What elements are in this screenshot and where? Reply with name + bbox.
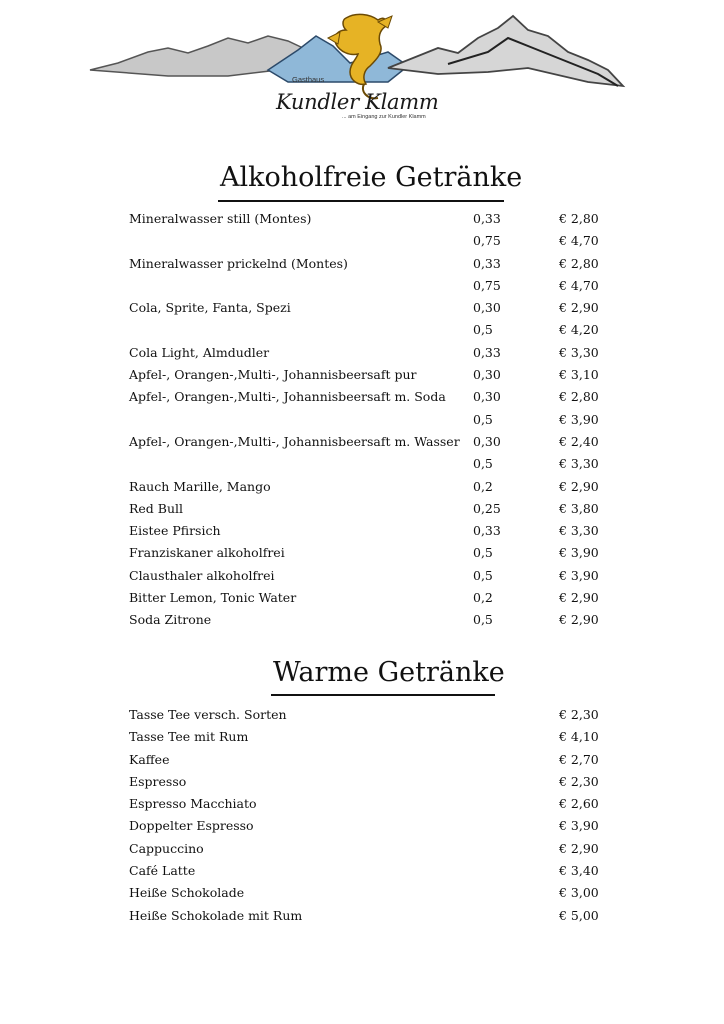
item-price: € 2,80	[559, 255, 599, 271]
item-price: € 2,90	[559, 590, 599, 606]
item-size: 0,33	[473, 255, 501, 271]
menu-row	[129, 749, 609, 771]
menu-row	[129, 860, 609, 882]
item-price: € 3,90	[559, 567, 599, 583]
item-price: € 2,90	[559, 612, 599, 628]
menu-row	[129, 771, 609, 793]
item-name: Apfel-, Orangen-,Multi-, Johannisbeersaft pur	[129, 367, 417, 383]
menu-row	[129, 409, 609, 431]
item-size: 0,75	[473, 277, 501, 293]
item-price: € 3,30	[559, 344, 599, 360]
menu-row	[129, 905, 609, 927]
item-size: 0,5	[473, 612, 493, 628]
item-price: € 2,90	[559, 300, 599, 316]
item-name: Bitter Lemon, Tonic Water	[129, 590, 297, 606]
menu-row	[129, 253, 609, 275]
item-name: Café Latte	[129, 863, 196, 879]
section-divider	[218, 200, 504, 202]
menu-row	[129, 520, 609, 542]
item-name: Eistee Pfirsich	[129, 523, 221, 539]
item-size: 0,2	[473, 478, 493, 494]
item-price: € 4,20	[559, 322, 599, 338]
menu-row	[129, 275, 609, 297]
menu-row	[129, 793, 609, 815]
item-price: € 4,70	[559, 277, 599, 293]
item-size: 0,33	[473, 523, 501, 539]
item-name: Clausthaler alkoholfrei	[129, 567, 275, 583]
item-price: € 3,80	[559, 500, 599, 516]
item-name: Doppelter Espresso	[129, 818, 254, 834]
menu-row	[129, 609, 609, 631]
menu-row	[129, 498, 609, 520]
item-price: € 2,90	[559, 478, 599, 494]
item-size: 0,25	[473, 500, 501, 516]
item-name: Cappuccino	[129, 840, 204, 856]
item-name: Apfel-, Orangen-,Multi-, Johannisbeersaft m. Soda	[129, 389, 446, 405]
section-divider	[271, 694, 495, 696]
item-name: Soda Zitrone	[129, 612, 212, 628]
item-name: Espresso Macchiato	[129, 796, 257, 812]
item-name: Tasse Tee versch. Sorten	[129, 707, 287, 722]
menu-row	[129, 815, 609, 837]
menu-row	[129, 476, 609, 498]
section-title-warm: Warme Getränke	[273, 657, 505, 688]
menu-row	[129, 230, 609, 252]
menu-row	[129, 882, 609, 904]
item-price: € 3,00	[559, 885, 599, 901]
menu-row	[129, 208, 609, 230]
logo	[88, 8, 628, 128]
item-price: € 4,10	[559, 729, 599, 745]
menu-row	[129, 342, 609, 364]
menu-row	[129, 726, 609, 748]
item-name: Mineralwasser prickelnd (Montes)	[129, 255, 348, 271]
item-size: 0,2	[473, 590, 493, 606]
item-price: € 3,40	[559, 863, 599, 879]
drinks-list-warm	[129, 704, 609, 927]
item-size: 0,5	[473, 545, 493, 561]
item-size: 0,33	[473, 211, 501, 226]
drinks-list-alkoholfrei	[129, 208, 609, 632]
item-name: Kaffee	[129, 751, 170, 767]
item-price: € 2,40	[559, 433, 599, 449]
item-size: 0,33	[473, 344, 501, 360]
item-name: Rauch Marille, Mango	[129, 478, 271, 494]
item-price: € 2,80	[559, 389, 599, 405]
menu-row	[129, 297, 609, 319]
logo-name: Kundler Klamm	[276, 90, 439, 114]
item-price: € 3,30	[559, 523, 599, 539]
item-price: € 3,90	[559, 818, 599, 834]
item-price: € 2,30	[559, 773, 599, 789]
item-price: € 3,90	[559, 545, 599, 561]
item-name: Cola Light, Almdudler	[129, 344, 270, 360]
item-name: Cola, Sprite, Fanta, Spezi	[129, 300, 291, 316]
item-name: Franziskaner alkoholfrei	[129, 545, 285, 561]
item-size: 0,5	[473, 322, 493, 338]
item-price: € 2,70	[559, 751, 599, 767]
item-size: 0,5	[473, 411, 493, 427]
item-name: Mineralwasser still (Montes)	[129, 211, 312, 226]
item-name: Heiße Schokolade mit Rum	[129, 907, 303, 923]
menu-row	[129, 386, 609, 408]
menu-row	[129, 319, 609, 341]
section-title-alkoholfrei: Alkoholfreie Getränke	[220, 162, 523, 193]
menu-row	[129, 453, 609, 475]
item-name: Red Bull	[129, 500, 184, 516]
menu-row	[129, 704, 609, 726]
item-name: Tasse Tee mit Rum	[129, 729, 249, 745]
item-price: € 5,00	[559, 907, 599, 923]
menu-row	[129, 565, 609, 587]
logo-small-text: Gasthaus	[292, 75, 325, 84]
item-size: 0,30	[473, 389, 501, 405]
item-name: Apfel-, Orangen-,Multi-, Johannisbeersaft m. Wasser	[129, 433, 460, 449]
item-size: 0,5	[473, 567, 493, 583]
item-size: 0,30	[473, 433, 501, 449]
menu-row	[129, 364, 609, 386]
item-price: € 4,70	[559, 233, 599, 249]
item-price: € 2,90	[559, 840, 599, 856]
item-size: 0,75	[473, 233, 501, 249]
menu-row	[129, 431, 609, 453]
item-price: € 2,30	[559, 707, 599, 722]
menu-row	[129, 838, 609, 860]
item-name: Heiße Schokolade	[129, 885, 245, 901]
item-price: € 2,60	[559, 796, 599, 812]
item-price: € 3,30	[559, 456, 599, 472]
menu-row	[129, 542, 609, 564]
item-size: 0,30	[473, 367, 501, 383]
item-size: 0,30	[473, 300, 501, 316]
item-size: 0,5	[473, 456, 493, 472]
menu-row	[129, 587, 609, 609]
item-price: € 3,90	[559, 411, 599, 427]
item-price: € 3,10	[559, 367, 599, 383]
item-name: Espresso	[129, 773, 187, 789]
item-price: € 2,80	[559, 211, 599, 226]
logo-tagline: ... am Eingang zur Kundler Klamm	[342, 114, 426, 120]
